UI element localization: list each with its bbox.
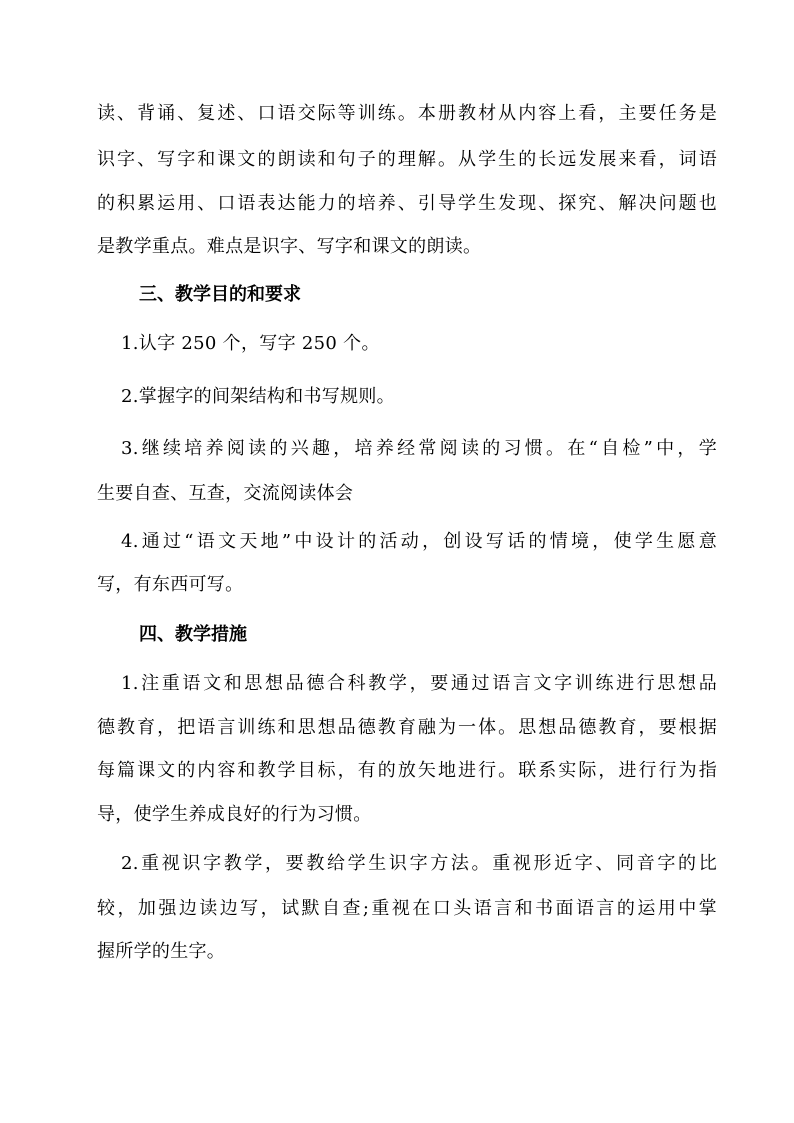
- section-4-item-1-line-4: 导，使学生养成良好的行为习惯。: [97, 804, 372, 825]
- paragraph-1-line-4: 是教学重点。难点是识字、写字和课文的朗读。: [97, 236, 482, 257]
- section-4-item-2-line-2: 较，加强边读边写，试默自查;重视在口头语言和书面语言的运用中掌: [97, 898, 717, 919]
- section-3-item-2: 2.掌握字的间架结构和书写规则。: [121, 386, 395, 407]
- section-4-item-1-line-3: 每篇课文的内容和教学目标，有的放矢地进行。联系实际，进行行为指: [97, 760, 717, 781]
- section-4-heading: 四、教学措施: [139, 624, 247, 645]
- section-3-item-4-line-2: 写，有东西可写。: [97, 574, 244, 595]
- section-3-item-1: 1.认字 250 个，写字 250 个。: [121, 333, 380, 354]
- section-3-item-3-line-1: 3.继续培养阅读的兴趣，培养经常阅读的习惯。在“自检”中，学: [121, 438, 717, 459]
- paragraph-1-line-3: 的积累运用、口语表达能力的培养、引导学生发现、探究、解决问题也: [97, 193, 717, 214]
- section-3-item-3-line-2: 生要自查、互查，交流阅读体会: [97, 483, 354, 504]
- paragraph-1-line-2: 识字、写字和课文的朗读和句子的理解。从学生的长远发展来看，词语: [97, 149, 717, 170]
- section-3-item-4-line-1: 4.通过“语文天地”中设计的活动，创设写话的情境，使学生愿意: [121, 531, 717, 552]
- section-4-item-1-line-2: 德教育，把语言训练和思想品德教育融为一体。思想品德教育，要根据: [97, 717, 717, 738]
- paragraph-1-line-1: 读、背诵、复述、口语交际等训练。本册教材从内容上看，主要任务是: [97, 103, 717, 124]
- section-4-item-2-line-3: 握所学的生字。: [97, 941, 226, 962]
- section-4-item-2-line-1: 2.重视识字教学，要教给学生识字方法。重视形近字、同音字的比: [121, 853, 717, 874]
- section-4-item-1-line-1: 1.注重语文和思想品德合科教学，要通过语言文字训练进行思想品: [121, 673, 717, 694]
- section-3-heading: 三、教学目的和要求: [139, 284, 301, 305]
